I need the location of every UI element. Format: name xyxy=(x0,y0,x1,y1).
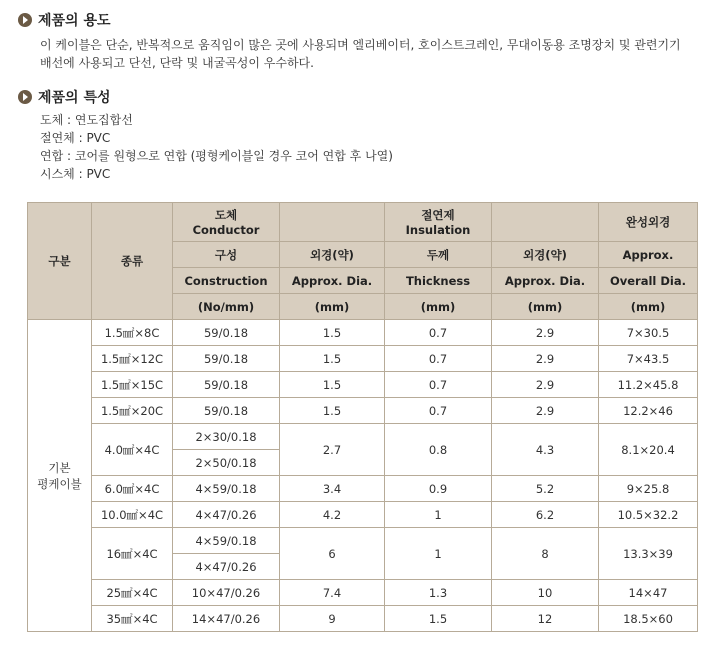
header-overall-unit: (mm) xyxy=(599,294,698,320)
header-thickness-ko: 두께 xyxy=(385,242,492,268)
cell-overall: 7×43.5 xyxy=(599,346,698,372)
cell-thickness: 0.7 xyxy=(385,398,492,424)
cell-cond-dia: 1.5 xyxy=(280,320,385,346)
cell-ins-dia: 2.9 xyxy=(492,346,599,372)
cell-construction: 59/0.18 xyxy=(173,372,280,398)
header-overall-en1: Approx. xyxy=(599,242,698,268)
cell-ins-dia: 2.9 xyxy=(492,398,599,424)
group-cell xyxy=(28,320,92,632)
feature-line: 연합 : 코어를 원형으로 연합 (평형케이블일 경우 코어 연합 후 나열) xyxy=(40,149,393,163)
cell-thickness: 0.7 xyxy=(385,372,492,398)
feature-line: 시스체 : PVC xyxy=(40,167,111,181)
usage-text xyxy=(40,36,681,72)
cell-overall: 10.5×32.2 xyxy=(599,502,698,528)
cell-type: 1.5㎟×15C xyxy=(92,372,173,398)
cell-type: 1.5㎟×12C xyxy=(92,346,173,372)
cell-construction: 59/0.18 xyxy=(173,346,280,372)
cell-cond-dia: 3.4 xyxy=(280,476,385,502)
cell-overall: 13.3×39 xyxy=(599,528,698,580)
header-ins-dia-ko: 외경(약) xyxy=(492,242,599,268)
cell-construction: 4×59/0.18 xyxy=(173,476,280,502)
cell-construction: 4×59/0.18 xyxy=(173,528,280,554)
cell-ins-dia: 4.3 xyxy=(492,424,599,476)
cell-thickness: 0.9 xyxy=(385,476,492,502)
cell-ins-dia: 12 xyxy=(492,606,599,632)
cell-overall: 11.2×45.8 xyxy=(599,372,698,398)
header-cond-dia-unit: (mm) xyxy=(280,294,385,320)
cell-thickness: 0.7 xyxy=(385,320,492,346)
features-heading xyxy=(18,87,393,107)
cell-overall: 9×25.8 xyxy=(599,476,698,502)
cell-type: 10.0㎟×4C xyxy=(92,502,173,528)
cell-overall: 12.2×46 xyxy=(599,398,698,424)
header-overall-en2: Overall Dia. xyxy=(599,268,698,294)
cell-ins-dia: 2.9 xyxy=(492,320,599,346)
feature-line: 절연체 : PVC xyxy=(40,131,111,145)
usage-heading xyxy=(18,10,681,30)
cell-ins-dia: 2.9 xyxy=(492,372,599,398)
cell-thickness: 1.3 xyxy=(385,580,492,606)
cell-overall: 18.5×60 xyxy=(599,606,698,632)
cell-thickness: 0.8 xyxy=(385,424,492,476)
header-insulation xyxy=(385,203,492,242)
cell-overall: 14×47 xyxy=(599,580,698,606)
cell-cond-dia: 2.7 xyxy=(280,424,385,476)
table-row xyxy=(28,476,698,502)
header-thickness-en: Thickness xyxy=(385,268,492,294)
cell-ins-dia: 6.2 xyxy=(492,502,599,528)
header-construction-ko: 구성 xyxy=(173,242,280,268)
cell-cond-dia: 1.5 xyxy=(280,398,385,424)
header-insulation-ko: 절연제 xyxy=(421,208,455,222)
header-construction-en: Construction xyxy=(173,268,280,294)
usage-line: 배선에 사용되고 단선, 단락 및 내굴곡성이 우수하다. xyxy=(40,56,314,70)
cell-cond-dia: 1.5 xyxy=(280,346,385,372)
cell-type: 25㎟×4C xyxy=(92,580,173,606)
header-type: 종류 xyxy=(92,203,173,320)
header-blank xyxy=(492,203,599,242)
cell-cond-dia: 6 xyxy=(280,528,385,580)
table-row xyxy=(28,502,698,528)
table-row xyxy=(28,320,698,346)
table-row xyxy=(28,606,698,632)
header-ins-dia-unit: (mm) xyxy=(492,294,599,320)
spec-table xyxy=(27,202,698,632)
cell-type: 16㎟×4C xyxy=(92,528,173,580)
cell-construction: 59/0.18 xyxy=(173,398,280,424)
table-row xyxy=(28,372,698,398)
header-conductor-en: Conductor xyxy=(192,223,260,237)
usage-line: 이 케이블은 단순, 반복적으로 움직임이 많은 곳에 사용되며 엘리베이터, 호이스트크레인, 무대이동용 조명장치 및 관련기기 xyxy=(40,38,681,52)
header-conductor-ko: 도체 xyxy=(214,208,238,222)
header-cond-dia-en: Approx. Dia. xyxy=(280,268,385,294)
header-group: 구분 xyxy=(28,203,92,320)
cell-overall: 7×30.5 xyxy=(599,320,698,346)
cell-type: 35㎟×4C xyxy=(92,606,173,632)
table-row xyxy=(28,580,698,606)
cell-cond-dia: 7.4 xyxy=(280,580,385,606)
cell-type: 1.5㎟×20C xyxy=(92,398,173,424)
header-construction-unit: (No/mm) xyxy=(173,294,280,320)
table-row xyxy=(28,424,698,450)
cell-ins-dia: 8 xyxy=(492,528,599,580)
cell-ins-dia: 5.2 xyxy=(492,476,599,502)
features-section xyxy=(18,87,393,183)
cell-construction: 4×47/0.26 xyxy=(173,554,280,580)
cell-thickness: 0.7 xyxy=(385,346,492,372)
header-ins-dia-en: Approx. Dia. xyxy=(492,268,599,294)
header-overall: 완성외경 xyxy=(599,203,698,242)
cell-cond-dia: 4.2 xyxy=(280,502,385,528)
cell-cond-dia: 9 xyxy=(280,606,385,632)
group-line: 평케이블 xyxy=(37,476,82,491)
group-line: 기본 xyxy=(48,460,71,475)
cell-construction: 2×30/0.18 xyxy=(173,424,280,450)
cell-thickness: 1 xyxy=(385,528,492,580)
cell-type: 6.0㎟×4C xyxy=(92,476,173,502)
cell-construction: 4×47/0.26 xyxy=(173,502,280,528)
cell-type: 1.5㎟×8C xyxy=(92,320,173,346)
header-conductor xyxy=(173,203,280,242)
cell-construction: 14×47/0.26 xyxy=(173,606,280,632)
usage-section xyxy=(18,10,681,72)
cell-construction: 59/0.18 xyxy=(173,320,280,346)
cell-thickness: 1 xyxy=(385,502,492,528)
cell-ins-dia: 10 xyxy=(492,580,599,606)
header-cond-dia-ko: 외경(약) xyxy=(280,242,385,268)
table-row xyxy=(28,528,698,554)
cell-construction: 10×47/0.26 xyxy=(173,580,280,606)
cell-thickness: 1.5 xyxy=(385,606,492,632)
usage-title: 제품의 용도 xyxy=(38,13,111,29)
header-thickness-unit: (mm) xyxy=(385,294,492,320)
header-insulation-en: Insulation xyxy=(405,223,471,237)
arrow-bullet-icon xyxy=(18,90,32,104)
cell-overall: 8.1×20.4 xyxy=(599,424,698,476)
arrow-bullet-icon xyxy=(18,13,32,27)
features-text xyxy=(40,111,393,183)
features-title: 제품의 특성 xyxy=(38,90,111,106)
header-blank xyxy=(280,203,385,242)
cell-type: 4.0㎟×4C xyxy=(92,424,173,476)
feature-line: 도체 : 연도집합선 xyxy=(40,113,133,127)
table-row xyxy=(28,398,698,424)
table-row xyxy=(28,346,698,372)
cell-construction: 2×50/0.18 xyxy=(173,450,280,476)
cell-cond-dia: 1.5 xyxy=(280,372,385,398)
